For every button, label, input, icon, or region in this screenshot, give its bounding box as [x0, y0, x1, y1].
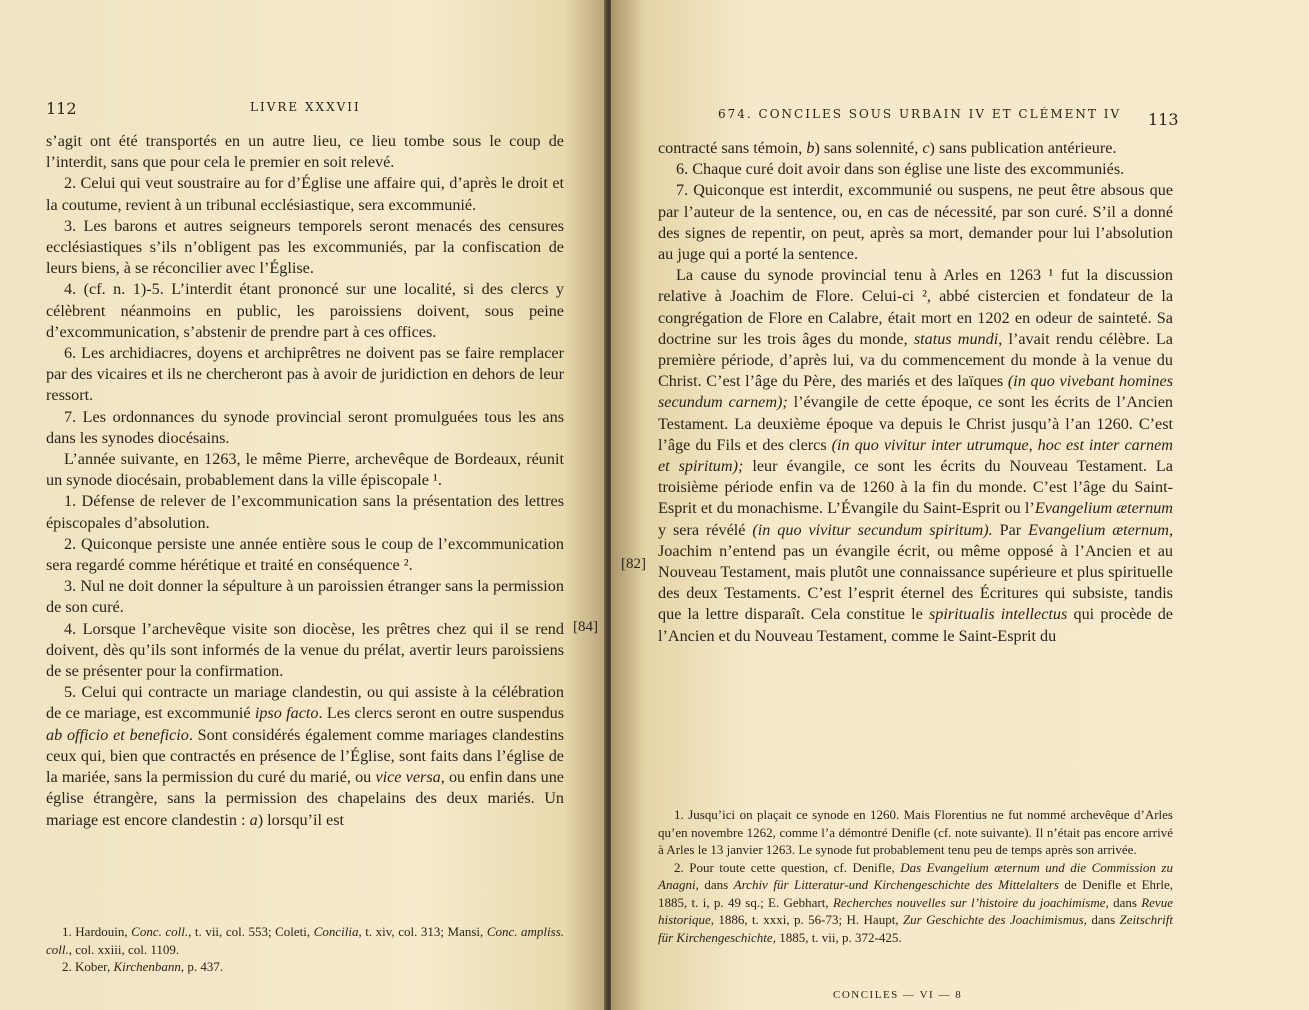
paragraph: s’agit ont été transportés en un autre lieu, ce lieu tombe sous le coup de l’interdit, sans que pour cela le premier en soit relevé. [46, 132, 564, 172]
right-page [611, 0, 1309, 1010]
margin-reference: [84] [573, 619, 598, 635]
paragraph: L’année suivante, en 1263, le même Pierre, archevêque de Bordeaux, réunit un synode diocésain, probablement dans la ville épiscopale ¹. [46, 450, 564, 490]
paragraph: 3. Nul ne doit donner la sépulture à un paroissien étranger sans la permission de son curé. [46, 577, 564, 617]
paragraph: 2. Quiconque persiste une année entière sous le coup de l’excommunication sera regardé comme hérétique et traité en conséquence ². [46, 534, 564, 575]
paragraph: 3. Les barons et autres seigneurs temporels seront menacés des censures ecclésiastiques s’ils n’obligent pas les excommuniés, par la confiscation de leurs biens, à se réconcilier avec l’Église. [46, 216, 564, 278]
running-head: 674. CONCILES SOUS URBAIN IV ET CLÉMENT IV [718, 107, 1122, 121]
paragraph: contracté sans témoin, b) sans solennité, c) sans publication antérieure. [658, 139, 1117, 157]
paragraph: 7. Les ordonnances du synode provincial seront promulguées tous les ans dans les synodes diocésains. [46, 407, 564, 447]
footnotes [658, 806, 1173, 946]
paragraph: 7. Quiconque est interdit, excommunié ou suspens, ne peut être absous que par l’auteur de la sentence, ou, en cas de nécessité, par son curé. S’il a donné des signes de repentir, on peut, après sa mort, demander pour lui l’absolution au juge qui a porté la sentence. [658, 181, 1173, 264]
paragraph: 2. Celui qui veut soustraire au for d’Église une affaire qui, d’après le droit et la coutume, revient à un tribunal ecclésiastique, sera excommunié. [46, 174, 564, 214]
body-text [46, 131, 564, 831]
page-number: 112 [46, 99, 77, 118]
body-text [658, 138, 1173, 647]
paragraph: 6. Chaque curé doit avoir dans son église une liste des excommuniés. [676, 160, 1125, 179]
paragraph: 1. Défense de relever de l’excommunication sans la présentation des lettres épiscopales d’absolution. [46, 492, 564, 532]
margin-reference: [82] [621, 556, 646, 572]
paragraph: La cause du synode provincial tenu à Arles en 1263 ¹ fut la discussion relative à Joachim de Flore. Celui-ci ², abbé cistercien et fondateur de la congrégation de Flore en Calabre, était mort en 1202 en odeur de sainteté. Sa doctrine sur les trois âges du monde, status mundi, l’avait rendu célèbre. La première période, d’après lui, va du commencement du monde à la venue du Christ. C’est l’âge du Père, des mariés et des laïques (in quo vivebant homines secundum carnem); l’évangile de cette époque, ce sont les écrits de l’Ancien Testament. La deuxième époque va depuis le Christ jusqu’à l’an 1260. C’est l’âge du Fils et des clercs (in quo vivitur inter utrumque, hoc est inter carnem et spiritum); leur évangile, ce sont les écrits du Nouveau Testament. La troisième période enfin va de 1260 à la fin du monde. C’est l’âge du Saint-Esprit et du monachisme. L’Évangile du Saint-Esprit ou l’Evangelium æternum y sera révélé (in quo vivitur secundum spiritum). Par Evangelium æternum, Joachim n’entend pas un évangile écrit, ou même opposé à l’Ancien et au Nouveau Testament, mais plutôt une connaissance supérieure et plus spirituelle des deux Testaments. C’est l’esprit éternel des Écritures qui subsiste, tandis que la lettre disparaît. Cela constitue le spiritualis intellectus qui procède de l’Ancien et du Nouveau Testament, comme le Saint-Esprit du [658, 266, 1174, 645]
left-page [0, 0, 606, 1010]
paragraph: 6. Les archidiacres, doyens et archiprêtres ne doivent pas se faire remplacer par des vicaires et ils ne chercheront pas à avoir de juridiction en dehors de leur ressort. [46, 344, 564, 405]
signature-mark: CONCILES — VI — 8 [833, 989, 963, 1001]
paragraph: 4. (cf. n. 1)-5. L’interdit étant prononcé sur une localité, si des clercs y célèbrent néanmoins en public, les paroissiens doivent, sous peine d’excommunication, s’abstenir de prendre part à ces offices. [46, 280, 564, 341]
footnote: 2. Pour toute cette question, cf. Denifle, Das Evangelium æternum und die Commission zu Anagni, dans Archiv für Litteratur-und Kirchengeschichte des Mittelalters de Denifle et Ehrle, 1885, t. i, p. 49 sq.; E. Gebhart, Recherches nouvelles sur l’histoire du joachimisme, dans Revue historique, 1886, t. xxxi, p. 56-73; H. Haupt, Zur Geschichte des Joachimismus, dans Zeitschrift für Kirchengeschichte, 1885, t. vii, p. 372-425. [658, 859, 1173, 945]
footnotes [46, 923, 564, 976]
paragraph: 5. Celui qui contracte un mariage clandestin, ou qui assiste à la célébration de ce mariage, est excommunié ipso facto. Les clercs seront en outre suspendus ab officio et beneficio. Sont considérés également comme mariages clandestins ceux qui, bien que contractés en présence de l’Église, sont faits dans l’église de la mariée, sans la permission du curé du marié, ou vice versa, ou enfin dans une église étrangère, sans la permission des chapelains des deux mariés. Un mariage est encore clandestin : a) lorsqu’il est [46, 683, 565, 829]
running-head: LIVRE XXXVII [250, 100, 361, 114]
footnote: 2. Kober, Kirchenbann, p. 437. [62, 959, 224, 974]
paragraph: 4. Lorsque l’archevêque visite son diocèse, les prêtres chez qui il se rend doivent, dès qu’ils sont informés de la venue du prélat, avertir leurs paroissiens de se présenter pour la confirmation. [46, 619, 564, 681]
footnote: 1. Jusqu’ici on plaçait ce synode en 1260. Mais Florentius ne fut nommé archevêque d’Arles qu’en novembre 1262, comme l’a démontré Denifle (cf. note suivante). Il n’était pas encore arrivé à Arles le 13 janvier 1263. Le synode fut probablement tenu peu de temps après son arrivée. [658, 807, 1173, 857]
page-number: 113 [1148, 110, 1179, 129]
footnote: 1. Hardouin, Conc. coll., t. vii, col. 553; Coleti, Concilia, t. xiv, col. 313; Mansi, Conc. ampliss. coll., col. xxiii, col. 1109. [46, 924, 565, 957]
